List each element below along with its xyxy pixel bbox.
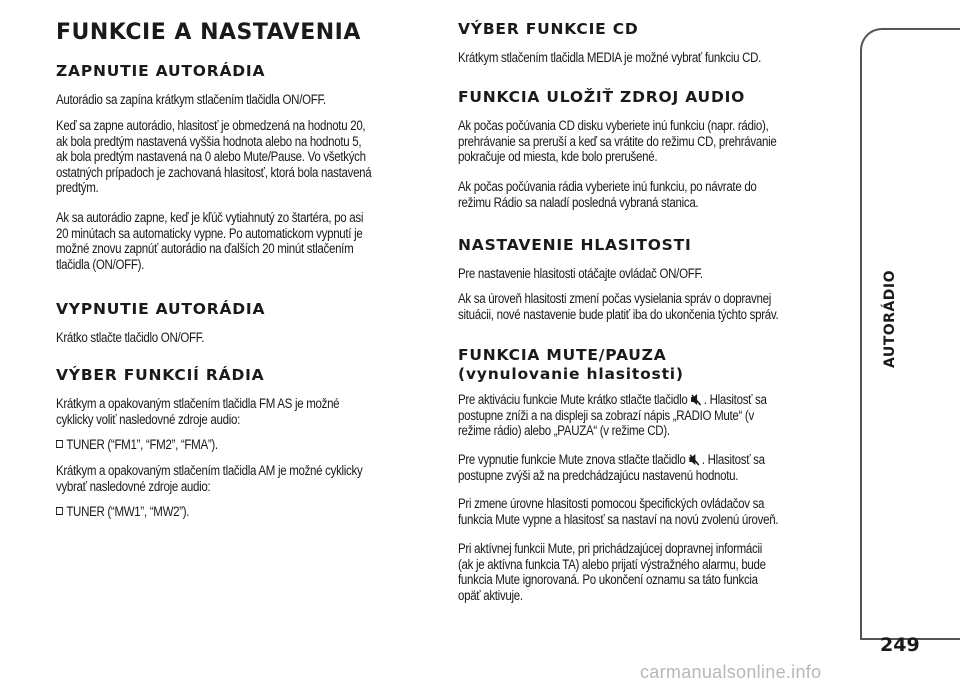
paragraph-line <box>458 452 845 468</box>
paragraph-line: Keď sa zapne autorádio, hlasitosť je obmedzená na hodnotu 20, <box>56 118 366 133</box>
paragraph-line: tlačidla (ON/OFF). <box>56 256 145 272</box>
section-heading-hlasitost: NASTAVENIE HLASITOSTI <box>458 236 692 254</box>
section-heading-vypnutie: VYPNUTIE AUTORÁDIA <box>56 300 266 318</box>
section-heading-vyber-cd: VÝBER FUNKCIE CD <box>458 20 639 38</box>
text-fragment: Pre vypnutie funkcie Mute znova stlačte tlačidlo <box>458 452 686 467</box>
paragraph-line: ak bola predtým nastavená vyššia hodnota alebo na hodnotu 5, <box>56 133 362 149</box>
paragraph-line: situácii, nové nastavenie bude platiť iba do ukončenia týchto správ. <box>458 306 779 322</box>
paragraph-line: funkcia Mute vypne a hlasitosť sa nastaví na novú zvolenú úroveň. <box>458 511 779 527</box>
paragraph-line <box>458 392 845 408</box>
paragraph: Krátkym stlačením tlačidla MEDIA je možné vybrať funkciu CD. <box>458 50 762 65</box>
paragraph-line: Pri aktívnej funkcii Mute, pri prichádzajúcej dopravnej informácii <box>458 541 763 556</box>
text-fragment: . Hlasitosť sa <box>703 392 767 407</box>
page-title: FUNKCIE A NASTAVENIA <box>56 20 361 45</box>
mute-button-icon <box>690 393 701 406</box>
paragraph-line: funkcia Mute ignorovaná. Po ukončení oznamu sa táto funkcia <box>458 572 758 588</box>
paragraph-line: Ak počas počúvania CD disku vyberiete inú funkciu (napr. rádio), <box>458 118 769 133</box>
paragraph-line: (ak je aktívna funkcia TA) alebo prijatí výstražného alarmu, bude <box>458 556 766 572</box>
section-heading-vyber-funkcii: VÝBER FUNKCIÍ RÁDIA <box>56 366 265 384</box>
chapter-label <box>877 244 903 394</box>
paragraph-line: prehrávanie sa preruší a keď sa vrátite do režimu CD, prehrávanie <box>458 133 777 149</box>
section-heading-zapnutie: ZAPNUTIE AUTORÁDIA <box>56 62 266 80</box>
chapter-side-tab <box>860 28 960 640</box>
section-heading-ulozit-zdroj: FUNKCIA ULOŽIŤ ZDROJ AUDIO <box>458 88 746 106</box>
chapter-label-text: AUTORÁDIO <box>882 269 898 369</box>
paragraph-line: postupne zníži a na displeji sa zobrazí nápis „RADIO Mute“ (v <box>458 407 754 423</box>
text-fragment: Pre aktiváciu funkcie Mute krátko stlačte tlačidlo <box>458 392 688 407</box>
section-subheading-mute: (vynulovanie hlasitosti) <box>458 365 684 383</box>
paragraph-line: ak bola predtým nastavená na 0 alebo Mute/Pause. Vo všetkých <box>56 149 366 165</box>
text-fragment: . Hlasitosť sa <box>701 452 765 467</box>
bullet-item: TUNER (“FM1”, “FM2”, “FMA”). <box>56 437 443 453</box>
paragraph-line: pokračuje od miesta, kde bolo prerušené. <box>458 149 658 165</box>
paragraph-line: Ak sa autorádio zapne, keď je kľúč vytiahnutý zo štartéra, po asi <box>56 210 364 225</box>
paragraph-line: opäť aktivuje. <box>458 587 523 603</box>
paragraph: Pre nastavenie hlasitosti otáčajte ovládač ON/OFF. <box>458 266 703 281</box>
paragraph-line: postupne zvýši až na predchádzajúcu nastavenú hodnotu. <box>458 467 739 483</box>
paragraph-line: režimu Rádio sa naladí posledná vybraná stanica. <box>458 194 699 210</box>
paragraph-line: Krátkym a opakovaným stlačením tlačidla FM AS je možné <box>56 396 340 411</box>
paragraph-line: režime rádio) alebo „PAUZA“ (v režime CD). <box>458 423 670 439</box>
paragraph-line: možné znovu zapnúť autorádio na ďalších 20 minút stlačením <box>56 241 354 257</box>
page-number: 249 <box>880 634 920 656</box>
paragraph-line: Pri zmene úrovne hlasitosti pomocou špecifických ovládačov sa <box>458 496 765 511</box>
bullet-item: TUNER (“MW1”, “MW2”). <box>56 504 443 520</box>
paragraph: Autorádio sa zapína krátkym stlačením tlačidla ON/OFF. <box>56 92 326 107</box>
paragraph-line: vybrať nasledovné zdroje audio: <box>56 478 211 494</box>
section-heading-mute-pauza: FUNKCIA MUTE/PAUZA <box>458 346 667 364</box>
paragraph-line: Ak sa úroveň hlasitosti zmení počas vysielania správ o dopravnej <box>458 291 771 306</box>
mute-button-icon <box>688 453 699 466</box>
paragraph-line: Krátkym a opakovaným stlačením tlačidla AM je možné cyklicky <box>56 463 363 478</box>
paragraph-line: cyklicky voliť nasledovné zdroje audio: <box>56 411 240 427</box>
paragraph: Krátko stlačte tlačidlo ON/OFF. <box>56 330 205 345</box>
paragraph-line: predtým. <box>56 180 99 196</box>
paragraph-line: 20 minútach sa automaticky vypne. Po automatickom vypnutí je <box>56 225 363 241</box>
paragraph-line: ostatných prípadoch je zachovaná hlasitosť, ktorá bola nastavená <box>56 164 372 180</box>
paragraph-line: Ak počas počúvania rádia vyberiete inú funkciu, po návrate do <box>458 179 757 194</box>
watermark: carmanualsonline.info <box>640 662 822 682</box>
